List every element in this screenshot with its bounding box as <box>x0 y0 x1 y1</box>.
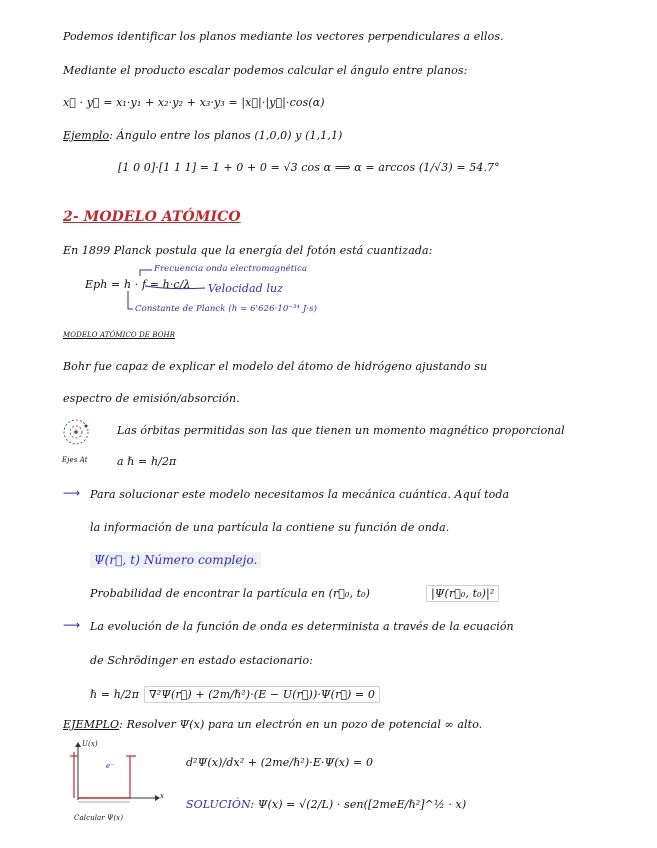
annotation-arrows <box>0 0 10 10</box>
arrow-icon: ⟶ <box>63 486 81 500</box>
bohr-line-2: espectro de emisión/absorción. <box>63 392 240 405</box>
planck-line: En 1899 Planck postula que la energía del fotón está cuantizada: <box>63 244 433 257</box>
probability-box: |Ψ(r⃗₀, t₀)|² <box>426 585 499 602</box>
text-line-1: Podemos identificar los planos mediante los vectores perpendiculares a ellos. <box>63 30 504 43</box>
example-label: Ejemplo <box>63 129 110 142</box>
solution-text: : Ψ(x) = √(2/L) · sen([2meE/ℏ²]^½ · x) <box>250 798 467 811</box>
solution-line <box>186 798 466 811</box>
annotation-light-speed: Velocidad luz <box>208 282 284 295</box>
wavefunction-note: Ψ(r⃗, t) Número complejo. <box>90 552 261 568</box>
hbar-line: a ℏ = h/2π <box>117 455 177 468</box>
bohr-subheading: MODELO ATÓMICO DE BOHR <box>63 331 176 339</box>
annotation-frequency: Frecuencia onda electromagnética <box>154 264 308 274</box>
example-text: : Ángulo entre los planos (1,0,0) y (1,1,1) <box>109 129 343 142</box>
section-heading: 2- MODELO ATÓMICO <box>63 209 241 225</box>
schrodinger-line-1: La evolución de la función de onda es determinista a través de la ecuación <box>90 620 514 633</box>
text-line-2: Mediante el producto escalar podemos calcular el ángulo entre planos: <box>63 64 468 77</box>
example2-label: EJEMPLO <box>63 718 120 731</box>
schrodinger-equation: ∇²Ψ(r⃗) + (2m/ℏ²)·(E − U(r⃗))·Ψ(r⃗) = 0 <box>144 686 380 703</box>
dot-product-formula: x⃗ · y⃗ = x₁·y₁ + x₂·y₂ + x₃·y₃ = |x⃗|·|y⃗|·cos(α) <box>63 96 325 109</box>
example-calculation: [1 0 0]·[1 1 1] = 1 + 0 + 0 = √3 cos α ⟹ α = arccos (1/√3) = 54.7° <box>118 161 500 174</box>
example2-line <box>63 718 482 731</box>
atom-sketch-icon <box>62 418 102 458</box>
example2-text: : Resolver Ψ(x) para un electrón en un pozo de potencial ∞ alto. <box>119 718 483 731</box>
arrow-icon: ⟶ <box>63 618 81 632</box>
graph-caption: Calcular Ψ(x) <box>74 814 124 822</box>
potential-well-graph <box>60 742 170 822</box>
graph-x-label: x <box>160 792 165 800</box>
hbar-definition: ℏ = h/2π <box>90 688 140 701</box>
example-line <box>63 129 342 142</box>
graph-y-label: U(x) <box>82 740 98 748</box>
orbits-line: Las órbitas permitidas son las que tienen un momento magnético proporcional <box>117 424 565 437</box>
photon-energy-formula: Eph = h · f = h·c/λ <box>85 278 191 291</box>
annotation-planck-constant: Constante de Planck (h = 6'626·10⁻³⁴ J·s) <box>135 304 318 314</box>
solution-label: SOLUCIÓN <box>186 798 251 811</box>
atom-sketch-label: Ejes At <box>62 456 88 464</box>
bohr-line-1: Bohr fue capaz de explicar el modelo del átomo de hidrógeno ajustando su <box>63 360 488 373</box>
quantum-line-2: la información de una partícula la contiene su función de onda. <box>90 521 450 534</box>
probability-line: Probabilidad de encontrar la partícula en (r⃗₀, t₀) <box>90 587 371 600</box>
graph-electron-label: e⁻ <box>106 762 115 770</box>
well-equation: d²Ψ(x)/dx² + (2me/ℏ²)·E·Ψ(x) = 0 <box>186 756 374 769</box>
schrodinger-line-2: de Schrödinger en estado estacionario: <box>90 654 314 667</box>
quantum-line-1: Para solucionar este modelo necesitamos la mecánica cuántica. Aquí toda <box>90 488 510 501</box>
